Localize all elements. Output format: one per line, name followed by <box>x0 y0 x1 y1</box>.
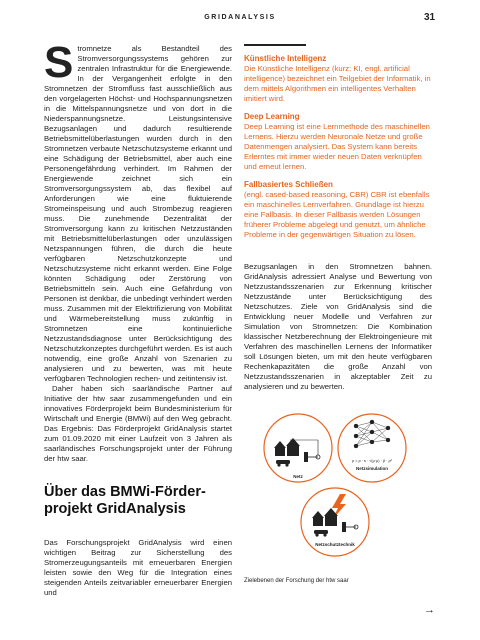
illustration-svg <box>260 410 410 570</box>
netzsimulation-circle <box>338 414 406 482</box>
drop-cap: S <box>44 38 74 87</box>
netzsimulation-label: Netzsimulation <box>355 466 389 471</box>
netz-label: Netz <box>293 474 303 479</box>
glossary-entry-cbr <box>244 180 432 240</box>
illustration-caption: Zielebenen der Forschung der htw saar <box>244 578 349 584</box>
left-column <box>44 38 232 598</box>
glossary-definition: (engl. cased-based reasoning, CBR) CBR ist ebenfalls ein maschinelles Lernverfahren. Grundlage ist hierzu eine Fallbasis. In dieser Fallbasis werden Lösungen früherer Probleme abgelegt und genutzt, um ähnliche Probleme in der gegenwärtigen Situation zu lösen. <box>244 190 430 239</box>
glossary-term: Deep Learning <box>244 112 300 121</box>
glossary-definition: Deep Learning ist eine Lernmethode des maschinellen Lernens. Hierzu werden Neuronale Netze und große Datenmengen analysiert. Das System kann bereits Erlerntes mit immer wieder neuen Daten verknüpfen und erneut lernen. <box>244 122 430 171</box>
research-levels-illustration <box>260 410 410 570</box>
glossary-entry-deep-learning <box>244 112 432 172</box>
house-icon <box>312 508 338 526</box>
house-icon <box>274 438 300 456</box>
project-paragraph: Das Forschungsprojekt GridAnalysis wird einen wichtigen Beitrag zur Sicherstellung des Stromerzeugungsanteils mit erneuerbaren Energien leisten sowie den Weg für die Integration eines steigenden Anteils zeitvariabler erneuerbarer Energien und <box>44 538 232 597</box>
car-icon <box>276 460 290 467</box>
car-icon <box>314 530 328 537</box>
intro-paragraph-1-text: tromnetze als Bestandteil des Stromversorgungssystems gehören zur zentralen Infrastruktur für die Energiewende. In der Vergangenheit erfolgte in den Stromnetzen der Stromfluss fast ausschließlich aus den vorgelagerten Höchst- und Hochspannungsnetzen in die Mittelspannungsnetze und von dort in die Niederspannungsnetze. Leistungsintensive Bezugsanlagen und dadurch resultierende Betriebsmittelüberlastungen wurden durch in den Stromnetzen verbaute Netzschutzsysteme erkannt und eine Schädigung der Betriebsmittel, aber auch eine Personengefährdung verhindert. Im Rahmen der Energiewende zeichnet sich ein Stromversorgungssystem ab, das flexibel auf Anforderungen wie eine fluktuierende Stromeinspeisung und auch Strombezug reagieren muss. Die zunehmende Dezentralität der Stromversorgung kann zu kritischen Netzzuständen mit Betriebsmittelüberlastungen oder unzulässigen Netzspannungen führen, die durch die heute verfügbaren Netzschutzkonzepte und Netzschutzsysteme nicht erkannt werden. Eine Folge könnten Schädigung oder Zerstörung von Betriebsmitteln sein. Auch eine Gefährdung von Personen ist denkbar, die unbedingt verhindert werden muss. Zusammen mit der Elektrifizierung von Mobilität und Wärmebereitstellung muss zukünftig in Stromnetzen eine kontinuierliche Netzzustandsdiagnose unter Berücksichtigung des Netzschutzkonzeptes durchgeführt werden. Es ist auch notwendig, eine große Anzahl von Szenarien zu analysieren und zu bewerten, was mit heute verfügbaren Technologien rechen- und zeitintensiv ist. <box>44 44 232 383</box>
page-number: 31 <box>424 12 436 23</box>
glossary-divider <box>244 44 306 46</box>
next-page-arrow-icon[interactable]: → <box>424 604 435 616</box>
netzschutz-label: Netzschutztechnik <box>315 542 355 547</box>
project-heading: Über das BMWi-Förder-projekt GridAnalysis <box>44 484 206 517</box>
intro-text <box>44 38 232 464</box>
glossary-term: Fallbasiertes Schließen <box>244 180 333 189</box>
plug-icon <box>342 522 358 532</box>
right-body-paragraph: Bezugsanlagen in den Stromnetzen bahnen. GridAnalysis adressiert Analyse und Bewertung von Netzzustandsszenarien zur Erkennung kritischer Netzzustände unter Berücksichtigung des Netzschutzes. Ziele von GridAnalysis sind die Entwicklung neuer Modelle und Verfahren zur Simulation von Stromnetzen: Die Kombination klassischer Netzberechnung der Elektroingenieure mit Verfahren des maschinellen Lernens der Informatiker soll Lösungen bieten, um mit den heute verfügbaren Rechenkapazitäten die große Anzahl von Netzzustandsszenarien in akzeptabler Zeit zu analysieren und zu bewerten. <box>244 262 432 391</box>
intro-paragraph-1 <box>44 38 232 384</box>
netz-circle <box>264 414 332 482</box>
formula-text: p = ρ · s · √(μ·μ) · β · ρ² <box>352 459 392 463</box>
right-column <box>244 44 432 392</box>
intro-paragraph-2: Daher haben sich saarländische Partner auf Initiative der htw saar zusammengefunden und ein innovatives Förderprojekt beim Bundesministerium für Wirtschaft und Energie (BMWi) auf den Weg gebracht. Das Ergebnis: Das Förderprojekt GridAnalysis startet zum 01.09.2020 mit einer Laufzeit von 3 Jahren als saarländisches Forschungsprojekt unter der Führung der htw saar. <box>44 384 232 463</box>
neural-network-icon <box>354 420 390 448</box>
glossary-term: Künstliche Intelligenz <box>244 54 327 63</box>
netzschutz-circle <box>301 488 369 556</box>
glossary-definition: Die Künstliche Intelligenz (kurz: KI, engl. artificial intelligence) bezeichnet ein Teilgebiet der Informatik, in dem mittels Algorithmen ein intelligentes Verhalten imitiert wird. <box>244 64 431 103</box>
running-header: GRIDANALYSIS <box>204 14 276 21</box>
glossary-entry-ki <box>244 54 432 104</box>
